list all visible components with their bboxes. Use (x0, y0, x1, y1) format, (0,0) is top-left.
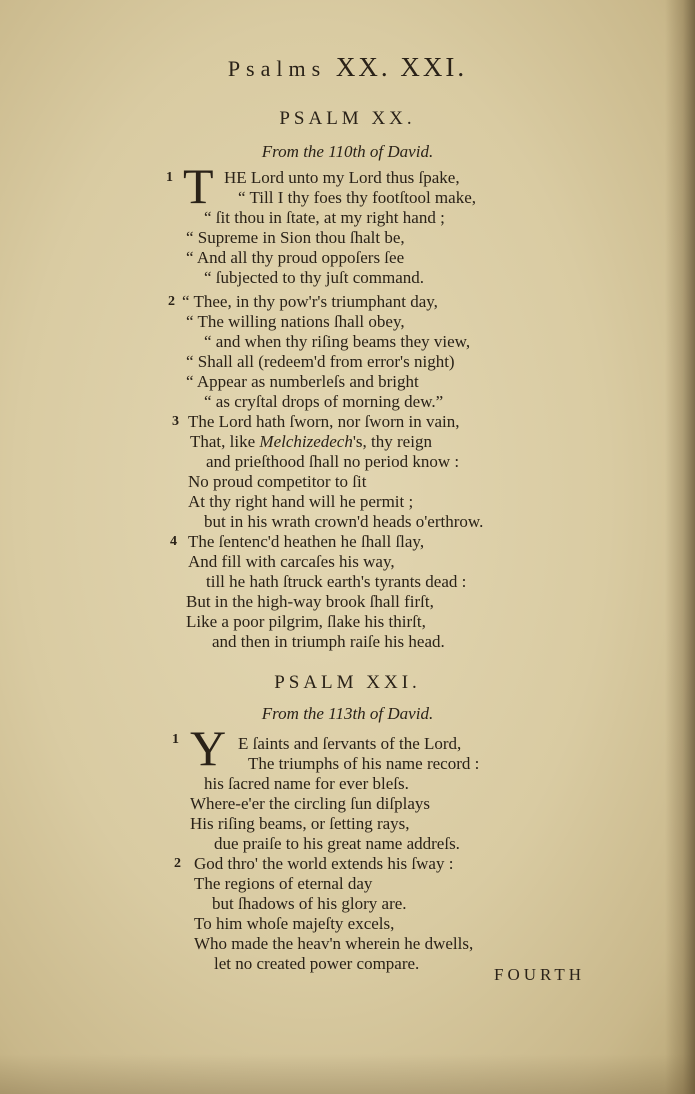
verse-line: To him whoſe majeſty excels, (194, 914, 395, 933)
stanza-number: 3 (172, 414, 179, 429)
verse-line: That, like Melchizedech's, thy reign (190, 432, 432, 451)
stanza-number: 1 (172, 732, 179, 747)
verse-line: The Lord hath ſworn, nor ſworn in vain, (188, 412, 460, 431)
page-edge-shadow (665, 0, 695, 1094)
running-head (0, 52, 695, 83)
verse-line: “ Till I thy foes thy footſtool make, (238, 188, 476, 207)
psalm-21-title: PSALM XXI. (274, 672, 421, 693)
stanza-number: 2 (168, 294, 175, 309)
verse-line: but in his wrath crown'd heads o'erthrow. (204, 512, 484, 531)
psalm-21-subtitle: From the 113th of David. (261, 704, 434, 723)
verse-line: “ Shall all (redeem'd from error's night) (186, 352, 455, 371)
verse-line: And fill with carcaſes his way, (188, 552, 395, 571)
italic-name: Melchizedech (259, 432, 353, 451)
verse-line: his ſacred name for ever bleſs. (204, 774, 409, 793)
verse-line: E ſaints and ſervants of the Lord, (238, 734, 462, 753)
verse-line: due praiſe to his great name addreſs. (214, 834, 460, 853)
verse-line: No proud competitor to ſit (188, 472, 367, 491)
psalm-20-title: PSALM XX. (279, 108, 416, 129)
verse-line: HE Lord unto my Lord thus ſpake, (224, 168, 460, 187)
stanza-number: 2 (174, 856, 181, 871)
verse-line: “ ſubjected to thy juſt command. (204, 268, 425, 287)
drop-capital: T (183, 158, 214, 214)
verse-line: but ſhadows of his glory are. (212, 894, 407, 913)
verse-line: Like a poor pilgrim, ſlake his thirſt, (186, 612, 426, 631)
verse-line: His riſing beams, or ſetting rays, (190, 814, 410, 833)
verse-line: At thy right hand will he permit ; (188, 492, 414, 511)
verse-line: till he hath ſtruck earth's tyrants dead : (206, 572, 467, 591)
verse-line: and then in triumph raiſe his head. (212, 632, 445, 651)
verse-line: “ Supreme in Sion thou ſhalt be, (186, 228, 405, 247)
catchword: FOURTH (494, 965, 585, 984)
running-head-numbers: XX. XXI. (335, 52, 468, 82)
verse-line: Who made the heav'n wherein he dwells, (194, 934, 474, 953)
stanza-number: 4 (170, 534, 177, 549)
verse-line: “ ſit thou in ſtate, at my right hand ; (204, 208, 445, 227)
verse-line: “ as cryſtal drops of morning dew.” (204, 392, 444, 411)
verse-line: Where-e'er the circling ſun diſplays (190, 794, 431, 813)
verse-line: “ And all thy proud oppoſers ſee (186, 248, 405, 267)
verse-line: “ Appear as numberleſs and bright (186, 372, 419, 391)
psalm-20-subtitle: From the 110th of David. (261, 142, 434, 161)
stanza-number: 1 (166, 170, 173, 185)
verse-line: “ and when thy riſing beams they view, (204, 332, 471, 351)
verse-line: and prieſthood ſhall no period know : (206, 452, 460, 471)
running-head-prefix: Psalms (227, 56, 327, 81)
verse-line: God thro' the world extends his ſway : (194, 854, 454, 873)
verse-line: “ Thee, in thy pow'r's triumphant day, (182, 292, 438, 311)
verse-line: “ The willing nations ſhall obey, (186, 312, 405, 331)
verse-line: But in the high-way brook ſhall firſt, (186, 592, 434, 611)
verse-line: let no created power compare. (214, 954, 420, 973)
verse-line: The regions of eternal day (194, 874, 373, 893)
drop-capital: Y (190, 720, 227, 776)
verse-line: The ſentenc'd heathen he ſhall ſlay, (188, 532, 425, 551)
page-bottom-shadow (0, 1054, 695, 1094)
verse-line: The triumphs of his name record : (248, 754, 480, 773)
